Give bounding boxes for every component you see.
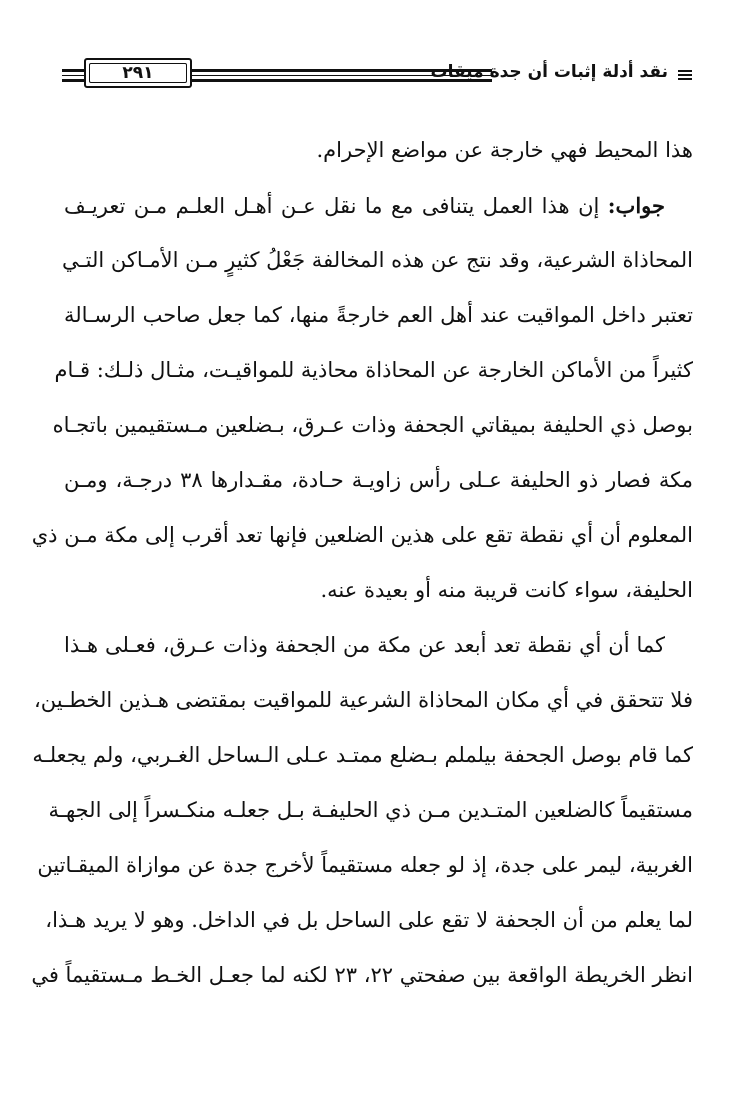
- text-line: كثيراً من الأماكن الخارجة عن المحاذاة محاذية للمواقيـت، مثـال ذلـك: قـام: [54, 358, 693, 382]
- page-number: ٢٩١: [122, 63, 154, 83]
- title-bars-icon: [678, 70, 692, 82]
- text-line: بوصل ذي الحليفة بميقاتي الجحفة وذات عـرق، بـضلعين مـستقيمين باتجـاه: [52, 413, 693, 437]
- text-line: المعلوم أن أي نقطة تقع على هذين الضلعين فإنها تعد أقرب إلى مكة مـن ذي: [31, 523, 693, 547]
- text-line-content: إن هذا العمل يتنافى مع ما نقل عـن أهـل العلـم مـن تعريـف: [64, 194, 600, 218]
- page-number-frame: [84, 58, 192, 88]
- text-line: هذا المحيط فهي خارجة عن مواضع الإحرام.: [316, 138, 693, 162]
- body-text: [31, 123, 693, 1003]
- text-line: [64, 178, 693, 233]
- text-line: كما قام بوصل الجحفة بيلملم بـضلع ممتـد عـلى الـساحل الغـربي، ولم يجعلـه: [32, 743, 693, 767]
- text-line: تعتبر داخل المواقيت عند أهل العم خارجةً منها، كما جعل صاحب الرسـالة: [64, 303, 693, 327]
- text-line: لما يعلم من أن الجحفة لا تقع على الساحل بل في الداخل. وهو لا يريد هـذا،: [45, 908, 693, 932]
- running-header: [62, 58, 692, 92]
- text-line: مكة فصار ذو الحليفة عـلى رأس زاويـة حـادة، مقـدارها ٣٨ درجـة، ومـن: [64, 468, 693, 492]
- text-line: كما أن أي نقطة تعد أبعد عن مكة من الجحفة وذات عـرق، فعـلى هـذا: [64, 633, 665, 657]
- running-title: نقد أدلة إثبات أن جدة ميقات: [430, 62, 668, 82]
- text-line: انظر الخريطة الواقعة بين صفحتي ٢٢، ٢٣ لكنه لما جعـل الخـط مـستقيماً في: [31, 963, 693, 987]
- text-line: المحاذاة الشرعية، وقد نتج عن هذه المخالفة جَعْلُ كثيرٍ مـن الأمـاكن التـي: [61, 248, 693, 272]
- text-line: الحليفة، سواء كانت قريبة منه أو بعيدة عنه.: [320, 578, 693, 602]
- answer-label: جواب:: [607, 193, 665, 218]
- text-line: مستقيماً كالضلعين المتـدين مـن ذي الحليفـة بـل جعلـه منكـسراً إلى الجهـة: [48, 798, 693, 822]
- text-line: فلا تتحقق في أي مكان المحاذاة الشرعية للمواقيت بمقتضى هـذين الخطـين،: [33, 688, 693, 712]
- text-line: الغربية، ليمر على جدة، إذ لو جعله مستقيماً لأخرج جدة عن موازاة الميقـاتين: [37, 853, 693, 877]
